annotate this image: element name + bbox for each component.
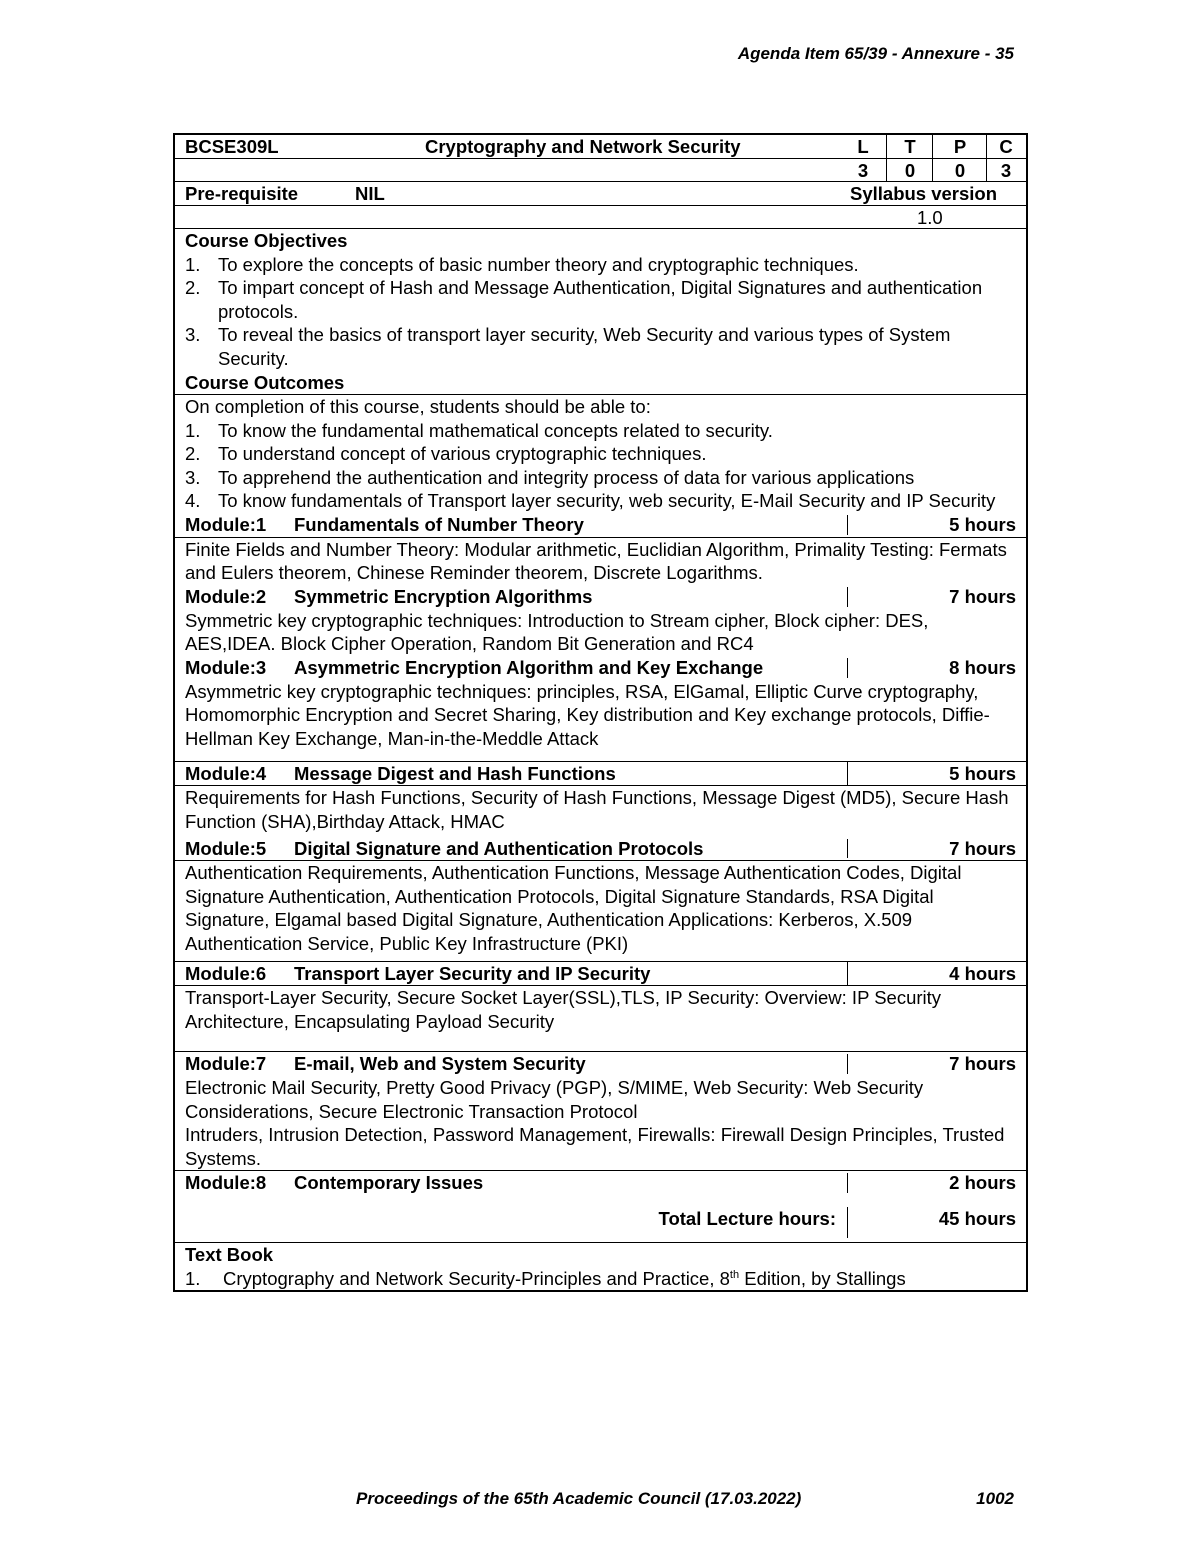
module-1-label: Module:1: [185, 513, 267, 535]
module-6-label: Module:6: [185, 963, 267, 984]
module-3-hours: 8 hours: [949, 656, 1016, 678]
textbook-section: [175, 1243, 1026, 1290]
module-1-title: Fundamentals of Number Theory: [294, 513, 584, 535]
objectives-list: [185, 253, 1016, 371]
module-8-label: Module:8: [185, 1172, 267, 1193]
syllabus-version-label: Syllabus version: [850, 183, 998, 204]
textbook-item-text: Cryptography and Network Security-Principles and Practice, 8: [223, 1267, 730, 1289]
module-8-hours: 2 hours: [949, 1172, 1016, 1193]
module-1-header: [175, 513, 1026, 537]
module-7-content: [175, 1076, 1026, 1171]
module-7-title: E-mail, Web and System Security: [294, 1053, 586, 1074]
module-5-hours: 7 hours: [949, 838, 1016, 859]
total-lecture-row: [175, 1195, 1026, 1243]
module-4-header: [175, 762, 1026, 786]
module-5-content: Authentication Requirements, Authentication Functions, Message Authentication Codes, Digital Signature Authentication, Authentication Protocols, Digital Signature Standards, RSA Digital Signature, Elgamal based Digital Signature, Authentication Applications: Kerberos, X.509 Authentication Service, Public Key Infrastructure (PKI): [175, 861, 1026, 962]
outcome-item: 1. To know the fundamental mathematical concepts related to security.: [185, 419, 773, 441]
outcomes-intro: On completion of this course, students should be able to:: [185, 396, 651, 417]
module-7-hours: 7 hours: [949, 1053, 1016, 1074]
agenda-item-header: Agenda Item 65/39 - Annexure - 35: [737, 44, 1014, 63]
module-2-header: [175, 585, 1026, 609]
module-3-header: [175, 656, 1026, 680]
objective-item: 3. To reveal the basics of transport layer security, Web Security and various types of System Security.: [185, 324, 951, 369]
ltpc-label-p: P: [953, 136, 967, 157]
outcome-item: 4. To know fundamentals of Transport layer security, web security, E-Mail Security and IP Security: [185, 490, 996, 511]
prerequisite-row: [175, 182, 1026, 206]
objectives-heading: Course Objectives: [185, 230, 348, 251]
ltpc-label-c: C: [999, 136, 1013, 157]
module-3-label: Module:3: [185, 656, 267, 678]
objectives-section: [175, 229, 1026, 395]
module-6-content: Transport-Layer Security, Secure Socket Layer(SSL),TLS, IP Security: Overview: IP Security Architecture, Encapsulating Payload Security: [175, 986, 1026, 1052]
module-7-label: Module:7: [185, 1053, 267, 1074]
module-2-label: Module:2: [185, 585, 267, 607]
total-lecture-hours: 45 hours: [938, 1208, 1016, 1229]
outcome-item: 3. To apprehend the authentication and integrity process of data for various applications: [185, 466, 915, 488]
module-7-content-part-2: Intruders, Intrusion Detection, Password Management, Firewalls: Firewall Design Principles, Trusted Systems.: [185, 1124, 1005, 1169]
module-4-title: Message Digest and Hash Functions: [294, 763, 616, 784]
module-2-hours: 7 hours: [949, 585, 1016, 607]
module-5-header: [175, 837, 1026, 861]
outcomes-heading: Course Outcomes: [185, 371, 345, 393]
module-4-hours: 5 hours: [949, 763, 1016, 784]
textbook-item-number: 1.: [185, 1267, 201, 1289]
textbook-item: [185, 1267, 1016, 1291]
module-7-content-part-1: Electronic Mail Security, Pretty Good Privacy (PGP), S/MIME, Web Security: Web Security Considerations, Secure Electronic Transaction Protocol: [185, 1077, 924, 1122]
objective-item: 1. To explore the concepts of basic number theory and cryptographic techniques.: [185, 253, 859, 275]
module-4-label: Module:4: [185, 763, 267, 784]
module-6-hours: 4 hours: [949, 963, 1016, 984]
module-1-hours: 5 hours: [949, 513, 1016, 535]
module-2-title: Symmetric Encryption Algorithms: [294, 585, 593, 607]
textbook-item-text-end: Edition, by Stallings: [739, 1267, 906, 1289]
ltpc-value-t: 0: [904, 160, 916, 181]
prerequisite-value: NIL: [355, 183, 385, 204]
ltpc-value-l: 3: [857, 160, 869, 181]
module-7-header: [175, 1052, 1026, 1076]
textbook-item-sup: th: [729, 1268, 740, 1281]
ltpc-label-l: L: [857, 136, 869, 157]
textbook-heading: Text Book: [185, 1244, 274, 1265]
module-6-title: Transport Layer Security and IP Security: [294, 963, 651, 984]
module-4-content: Requirements for Hash Functions, Security of Hash Functions, Message Digest (MD5), Secure Hash Function (SHA),Birthday Attack, HMAC: [185, 787, 1009, 832]
course-header-row: [175, 135, 1026, 159]
outcomes-section: [175, 395, 1026, 538]
ltpc-value-p: 0: [954, 160, 966, 181]
module-3-content: Asymmetric key cryptographic techniques: principles, RSA, ElGamal, Elliptic Curve cryptography, Homomorphic Encryption and Secret Sharing, Key distribution and Key exchange protocols, Diffie-Hellman Key Exchange, Man-in-the-Meddle Attack: [185, 680, 990, 749]
module-6-header: [175, 962, 1026, 986]
outcome-item: 2. To understand concept of various cryptographic techniques.: [185, 443, 707, 464]
ltpc-label-t: T: [904, 136, 916, 157]
module-2-content: Symmetric key cryptographic techniques: Introduction to Stream cipher, Block cipher: DES, AES,IDEA. Block Cipher Operation, Random Bit Generation and RC4: [185, 609, 929, 654]
module-3-title: Asymmetric Encryption Algorithm and Key Exchange: [294, 656, 764, 678]
module-1-content: Finite Fields and Number Theory: Modular arithmetic, Euclidian Algorithm, Primality Testing: Fermats and Eulers theorem, Chinese Reminder theorem, Discrete Logarithms.: [185, 538, 1007, 583]
prerequisite-label: Pre-requisite: [185, 183, 299, 204]
modules-1-3-block: [175, 538, 1026, 763]
ltpc-values-row: [175, 159, 1026, 182]
syllabus-version-row: [175, 206, 1026, 229]
module-8-header: [175, 1171, 1026, 1195]
module-8-title: Contemporary Issues: [294, 1172, 484, 1193]
course-code: BCSE309L: [185, 136, 279, 157]
syllabus-version-value: 1.0: [917, 207, 943, 228]
course-title: Cryptography and Network Security: [425, 136, 741, 157]
outcomes-list: [185, 419, 1016, 513]
footer-proceedings: Proceedings of the 65th Academic Council (17.03.2022): [356, 1489, 802, 1508]
syllabus-table: [173, 133, 1028, 1292]
module-5-label: Module:5: [185, 838, 267, 859]
footer-page-number: 1002: [976, 1489, 1014, 1508]
total-lecture-label: Total Lecture hours:: [658, 1208, 836, 1229]
module-5-title: Digital Signature and Authentication Protocols: [294, 838, 704, 859]
objective-item: 2. To impart concept of Hash and Message Authentication, Digital Signatures and authentication protocols.: [185, 277, 983, 322]
ltpc-value-c: 3: [1000, 160, 1012, 181]
